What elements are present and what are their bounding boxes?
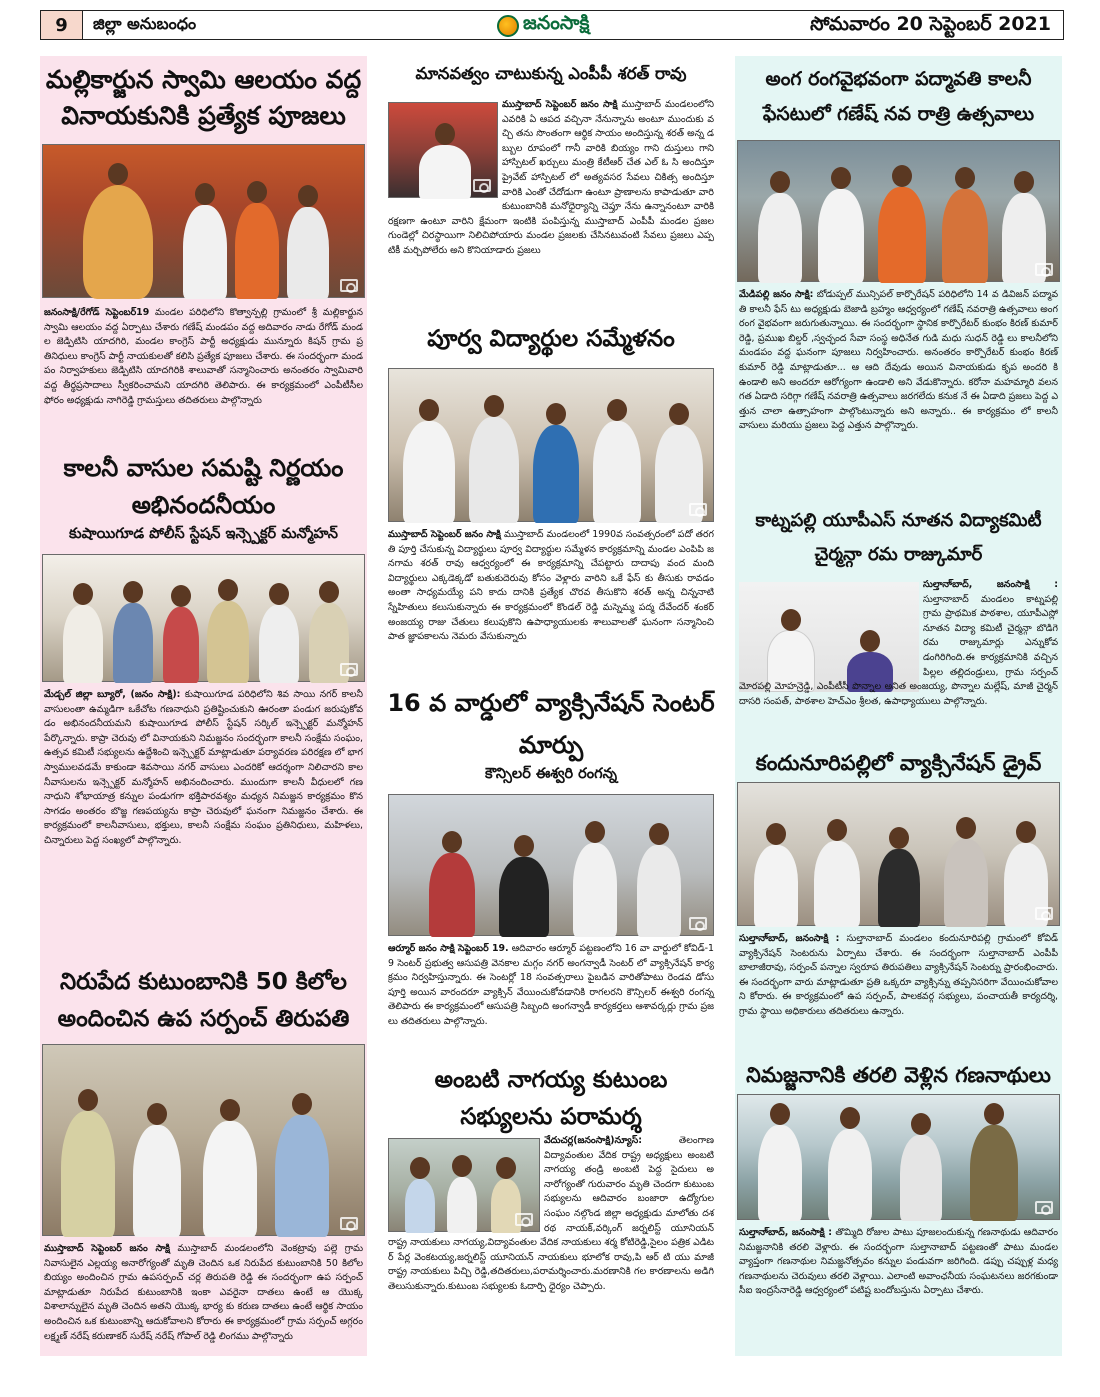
article-photo bbox=[388, 794, 714, 936]
article-text: మండల పరిధిలోని కొత్వాన్పల్లి గ్రామంలో శ్రీ మల్లికార్జున స్వామి ఆలయం వద్ద ఏర్పాటు చేశారు గణేష్ మండపం వద్ద అదివారం నాడు రేగోడ్ మండల జెడ్పిటిసి యాదగిరి, మండల కాంగ్రెస్ పార్టీ అధ్యక్షుడు మున్నూరు కిషన్ గ్రామ ప్రతినిధులు కాంగ్రెస్ పార్టీ నాయకులతో కలిసి ప్రత్యేక పూజలు చేశారు. ఈ సందర్భంగా మండపం నిర్వాహకులు జెడ్పిటిసి యాదగిరికి శాలువాతో సన్మానించారు అనంతరం స్వామివారి వద్ద తీర్థప్రసాదాలు స్వీకరించామని యాదగిరి తెలిపారు. ఈ కార్యక్రమంలో ఎంపీటీసీల ఫోరం అధ్యక్షుడు నాగిరెడ్డి గ్రామస్తులు తదితరులు పాల్గొన్నారు bbox=[44, 307, 364, 406]
right-column bbox=[735, 56, 1062, 1356]
article-body bbox=[44, 306, 363, 446]
dateline: వేదుచర్ల(జనంసాక్షి)న్యూస్: bbox=[544, 1135, 642, 1146]
article-headline: కాలనీ వాసుల సమష్టి నిర్ణయం అభినందనీయం bbox=[63, 454, 344, 519]
article-text: బోడుప్పల్ మున్సిపల్ కార్పొరేషన్ పరిధిలోని 14 వ డివిజన్ పద్మావతి కాలనీ ఫేస్ టు అధ్యక్షుడు బెజాడి బ్రహ్మం ఆధ్వర్యంలో గణేష్ నవరాత్రి ఉత్సవాలు అంగరంగ వైభవంగా జరుగుతున్నాయి. ఈ సందర్భంగా స్థానిక కార్పొరేటర్ కుంభం కిరణ్ కుమార్ రెడ్డి, ప్రముఖ బిల్డర్ ,స్వచ్ఛంద సేవా సంస్థ అధినేత గుడి మధు సుధన్ రెడ్డి లు కాలనీలోని మండపం వద్ద ఘనంగా పూజలు నిర్వహించారు. అనంతరం కార్పొరేటర్ కుంభం కిరణ్ కుమార్ రెడ్డి మాట్లాడుతూ... ఆ ఆది దేవుడు అయిన వినాయకుడు కృప అందరి కి ఉండాలి అని అందరూ ఆరోగ్యంగా ఉండాలి అని వేడుకొన్నారు. కరోనా మహమ్మారి వలన గత ఏడాది సరిగ్గా గణేష్ నవరాత్రి ఉత్సవాలు జరగలేదు కనుక నే ఈ ఏడాది ప్రజలు పెద్ద ఎత్తున చాలా ఉత్సాహంగా పాల్గొంటున్నారు అని అన్నారు.. ఈ కార్యక్రమం లో కాలనీ వాసులు మరియు ప్రజలు పెద్ద ఎత్తున పాల్గొన్నారు. bbox=[739, 289, 1058, 432]
article-text: ముస్తాబాద్ మండలంలోని వెంకట్రావు పల్లె గ్రామ నివాసులైన ఎల్లయ్య అనారోగ్యంతో మృతి చెందిన ఒక నిరుపేద కుటుంబానికి 50 కిలోల బియ్యం అందించిన గ్రామ ఉపసర్పంచ్ చర్ల తిరుపతి రెడ్డి ఈ సందర్భంగా ఉప సర్పంచ్ మాట్లాడుతూ నిరుపేద కుటుంబానికి ఇంకా ఎవరైనా దాతలు ఉంటే ఆ యొక్క విశాలాన్నులైన మృతి చెందిన అతని యొక్క భార్య కు కరుణ దాతలు ఉంటే ఆర్థిక సాయం అందించిన ఒక కుటుంబాన్ని ఆదుకోవాలని కోరారు ఈ కార్యక్రమంలో గ్రామ సర్పంచ్ అగ్గరం లక్ష్మణ్ నరేష్ కరుణాకర్ సురేష్ నరేష్ గోపాల్ రెడ్డి లింగము పాల్గొన్నారు bbox=[44, 1243, 363, 1342]
article-body bbox=[388, 942, 714, 1060]
article-photo bbox=[737, 1094, 1060, 1220]
article-headline: పూర్వ విద్యార్థుల సమ్మేళనం bbox=[427, 326, 675, 352]
article-headline: మానవత్వం చాటుకున్న ఎంపీపీ శరత్ రావు bbox=[415, 64, 687, 83]
dateline: సుల్తానా్బాద్, జనంసాక్షి : bbox=[739, 933, 840, 944]
logo-text: జనంసాక్షి bbox=[523, 12, 590, 34]
dateline: మేడ్చల్ జిల్లా బ్యూరో, (జనం సాక్షి): bbox=[44, 689, 181, 700]
article-headline: కాట్నపల్లి యూపీఎస్ నూతన విద్యాకమిటీ చైర్మన్గా రమ రాజ్కుమార్ bbox=[755, 510, 1042, 565]
photo-icon bbox=[689, 503, 707, 516]
article-body bbox=[388, 98, 714, 332]
article-body bbox=[739, 578, 1058, 707]
article-headline: 16 వ వార్డులో వ్యాక్సినేషన్ సెంటర్ మార్పు bbox=[387, 689, 715, 759]
photo-icon bbox=[1035, 263, 1053, 276]
article-photo bbox=[388, 368, 714, 522]
article-body bbox=[739, 288, 1058, 502]
article-subhead: కుషాయిగూడ పోలీస్ స్టేషన్ ఇన్స్పెక్టర్ మన్మోహన్ bbox=[69, 526, 338, 542]
article-text: సుల్తానాబాద్ మండలం కందునూరిపల్లి గ్రామంలో కోవిడ్ వ్యాక్సినేషన్ సెంటరును ఏర్పాటు చేశారు. ఈ సందర్భంగా సుల్తానాబాద్ ఎంపీపీ బాలాజీరావు, సర్పంచ్ పన్నాల స్వరూప తిరుపతిలు వ్యాక్సినేషన్ సెంటర్ను ప్రారంభించారు. ఈ సందర్భంగా వారు మాట్లాడుతూ ప్రతి ఒక్కరూ వ్యాక్సిన్ను తప్పనిసరిగా వేయించుకోవాలని కోరారు. ఈ కార్యక్రమంలో ఉప సర్పంచ్, పాలకవర్గ సభ్యులు, పంచాయతీ కార్యదర్శి, గ్రామ స్థాయి అధికారులు తదితరులు ఉన్నారు. bbox=[739, 933, 1058, 1017]
article-headline: అంగ రంగవైభవంగా పద్మావతి కాలనీ ఫేసటులో గణేష్ నవ రాత్రి ఉత్సవాలు bbox=[762, 68, 1035, 125]
dateline: జనంసాక్షి/రేగోడ్ సెప్టెంబర్19 bbox=[44, 307, 150, 318]
issue-date: సోమవారం 20 సెప్టెంబర్ 2021 bbox=[810, 13, 1051, 35]
dateline: ముస్తాబాద్ సెప్టెంబర్ జనం సాక్షి bbox=[44, 1243, 171, 1254]
photo-icon bbox=[1035, 907, 1053, 920]
article-headline: నిరుపేద కుటుంబానికి 50 కిలోల అందించిన ఉప సర్పంచ్ తిరుపతి bbox=[57, 969, 350, 1032]
page-number: 9 bbox=[41, 11, 83, 39]
article-headline: కందునూరిపల్లిలో వ్యాక్సినేషన్ డ్రైవ్ bbox=[755, 751, 1042, 775]
section-title: జిల్లా అనుబంధం bbox=[93, 13, 197, 33]
article-text: ముస్తాబాద్ మండలంలోని ఎవరికి ఏ ఆపద వచ్చినా నేనున్నాను అంటూ ముందుకు వచ్చి తను సొంతంగా ఆర్థిక సాయం అందిస్తున్న శరత్ అన్న డబ్బుల రూపంలో గానీ వారికి బియ్యం గాని దుస్తులు గాని హాస్పిటల్ ఖర్చులు మంత్రి కేటీఆర్ చేత ఎల్ ఓ సి అందిస్తూ ప్రైవేట్ హాస్పిటల్ లో అత్యవసర సేవలు చికిత్స అందిస్తూ వారికి ఎంతో చేదోడుగా ఉంటూ ప్రాణాలను కాపాడుతూ వారి కుటుంబానికి మనోధైర్యాన్ని చెప్తూ నేను ఉన్నానంటూ వారికి రక్షణగా ఉంటూ వారిని క్షేమంగా ఇంటికి పంపిస్తున్న ముస్తాబాద్ ఎంపీపీ మండల ప్రజల గుండెల్లో చిరస్థాయిగా నిలిచిపోయారు మండల ప్రజలకు చేసినటువంటి సేవలు ప్రజలు ఎప్పటికీ మర్చిపోలేరు అని కొనియాడారు ప్రజలు bbox=[388, 99, 714, 256]
photo-icon bbox=[340, 663, 358, 676]
middle-column bbox=[384, 56, 718, 1356]
photo-icon bbox=[689, 917, 707, 930]
dateline: ముస్తాబాద్ సెప్టెంబర్ జనం సాక్షి bbox=[388, 529, 501, 540]
left-column bbox=[40, 56, 367, 1356]
article-photo bbox=[42, 554, 365, 682]
article-text: ఆదివారం ఆర్మూర్ పట్టణంలోని 16 వా వార్డులో కోవిడ్-19 సెంటర్ ప్రభుత్వ ఆసుపత్రి వెనకాల మగ్గం నగర్ అంగన్వాడీ సెంటర్ లో వ్యాక్సినేషన్ కార్యక్రమం నిర్వహిస్తున్నారు. ఈ సెంటర్లో 18 సంవత్సరాలు పైబడిన వారితోపాటు రెండవ డోసు పూర్తి అయిన వారందరూ వ్యాక్సిన్ వేయించుకోవడానికి రాగలరని కౌన్సిలర్ ఈశ్వరి రంగన్న తెలిపారు ఈ కార్యక్రమంలో ఆసుపత్రి సిబ్బంది అంగన్వాడీ కార్యకర్తలు ఆశావర్కర్లు గ్రామ ప్రజలు తదితరులు పాల్గొన్నారు. bbox=[388, 943, 714, 1027]
article-text: ముస్తాబాద్ మండలంలో 1990వ సంవత్సరంలో పదో తరగతి పూర్తి చేసుకున్న విద్యార్థులు పూర్వ విద్యార్థుల సమ్మేళన కార్యక్రమాన్ని మండల ఎంపిపి జనగామ శరత్ రావు ఆధ్వర్యంలో ఈ కార్యక్రమాన్ని చేపట్టారు దాదాపు వంద మంది విద్యార్థులు ఎక్కడెక్కడో బతుకుదెరువు కోసం వెళ్లారు వారిని ఒకే ఫేస్ కు తీసుకు రావడం అంతా సాధ్యమయ్యే పని కాదు దానికి ప్రత్యేక చొరవ తీసుకొని శరత్ అన్న చిన్ననాటి స్నేహితులు కలుసుకున్నారు ఈ కార్యక్రమంలో కొండల్ రెడ్డి మస్నెమ్మ పద్మ దేవేందర్ శంకర్ అంజయ్య రాజు చేతులు కలుపుకొని ఉపాధ్యాయులకు శాలువాలతో ఘనంగా సన్మానించి పాత జ్ఞాపకాలను నెమరు వేసుకున్నారు bbox=[388, 529, 714, 643]
article-body bbox=[739, 932, 1058, 1060]
photo-icon bbox=[340, 279, 358, 292]
dateline: ముస్తాబాద్ సెప్టెంబర్ జనం సాక్షి bbox=[502, 99, 618, 110]
article-text: తొమ్మిది రోజుల పాటు పూజలందుకున్న గణనాథుడు ఆదివారం నిమజ్జనానికి తరలి వెళ్లారు. ఈ సందర్భంగా సుల్తానాబాద్ పట్టణంతో పాటు మండల వ్యాప్తంగా గణనాథుల నిమజ్జనోత్సవం కన్నుల పండువగా జరిగింది. డప్పు చప్పుళ్ల మధ్య గణనాథులను చెరువులు తరలి వెళ్లాయి. ఎలాంటి అవాంఛనీయ సంఘటనలు జరగకుండా సీఐ ఇంద్రసేనారెడ్డి ఆధ్వర్యంలో పటిష్ట బందోబస్తును ఏర్పాటు చేశారు. bbox=[739, 1227, 1058, 1297]
dateline: సుల్తానా్బాద్, జనంసాక్షి : bbox=[923, 579, 1058, 590]
article-text: సుల్తానాబాద్ మండలం కాట్నపల్లి గ్రామ ప్రాథమిక పాఠశాల, యూపీఎస్లో నూతన విద్యా కమిటీ చైర్మన్గా బొడిగె రమ రాజ్కుమార్లు ఎన్నుకోవడంగిరిగింది.ఈ కార్యక్రమానికి వచ్చిన పిల్లల తల్లిదండ్రులు, గ్రామ సర్పంచ్ మోరపల్లి మోహన్రెడ్డి, ఎంపీటీసీ పొన్నాల అనిత అంజయ్య, పొన్నాల మల్లేష్, మాజీ చైర్మన్ దాసరి సంపత్, పాఠశాల హెచ్ఎం శ్రీలత, ఉపాధ్యాయులు పాల్గొన్నారు. bbox=[739, 593, 1058, 707]
article-body bbox=[388, 1134, 714, 1354]
article-photo bbox=[737, 782, 1060, 926]
article-body bbox=[44, 688, 363, 960]
photo-icon bbox=[1035, 1201, 1053, 1214]
sun-logo-icon bbox=[497, 15, 519, 37]
dateline: మేడిపల్లి జనం సాక్షి: bbox=[739, 289, 814, 300]
article-body bbox=[739, 1226, 1058, 1354]
article-photo bbox=[42, 144, 365, 298]
dateline: ఆర్మూర్ జనం సాక్షి సెప్టెంబర్ 19. bbox=[388, 943, 509, 954]
article-headline: అంబటి నాగయ్య కుటుంబ సభ్యులను పరామర్శ bbox=[434, 1067, 668, 1130]
article-body bbox=[44, 1242, 363, 1354]
photo-icon bbox=[340, 1217, 358, 1230]
article-text: తెలంగాణ విద్యావంతుల వేదిక రాష్ట్ర అధ్యక్షులు అంబటి నాగయ్య తండ్రి అంబటి పెద్ద సైదులు అనారోగ్యంతో గురువారం మృతి చెందగా కుటుంబ సభ్యులను ఆదివారం బంజారా ఉద్యోగుల సంఘం నల్గొండ జిల్లా అధ్యక్షుడు మాలోతు దశరథ నాయక్,వర్కింగ్ జర్నలిస్ట్ యూనియన్ రాష్ట్ర నాయకులు నాగయ్య,విద్యావంతుల వేదిక నాయకులు శర్మ కోటిరెడ్డి,సైలం పత్రిక ఎడిటర్ పేర్ల వెంకటయ్య,జర్నలిస్ట్ యూనియన్ నాయకులు భూలోక రావు,పి ఆర్ టి యు మాజీ రాష్ట్ర నాయకులు పిచ్చి రెడ్డి,తదితరులు,పరామర్శించారు.మరణానికి గల కారణాలను అడిగి తెలుసుకున్నారు.కుటుంబ సభ్యులకు ఓదార్పి ధైర్యం చెప్పారు. bbox=[388, 1135, 714, 1292]
page-header bbox=[40, 10, 1064, 40]
dateline: సుల్తానా్బాద్, జనంసాక్షి : bbox=[739, 1227, 832, 1238]
article-subhead: కౌన్సిలర్ ఈశ్వరి రంగన్న bbox=[484, 766, 618, 782]
article-headline: నిమజ్జనానికి తరలి వెళ్లిన గణనాథులు bbox=[746, 1063, 1051, 1087]
article-headline: మల్లికార్జున స్వామి ఆలయం వద్ద వినాయకునికి ప్రత్యేక పూజలు bbox=[45, 65, 362, 130]
article-photo bbox=[737, 140, 1060, 282]
article-text: కుషాయిగూడ పరిధిలోని శివ సాయి నగర్ కాలనీ వాసులంతా ఉమ్మడిగా ఒకేచోట గణనాధుని ప్రతిష్టించుకుని ఊరంతా పండుగ జరుపుకోవడం అభినందనీయమని కుషాయిగూడ పోలీస్ స్టేషన్ సర్కిల్ ఇన్స్పెక్టర్ మన్మోహన్ పేర్కొన్నారు. కాప్రా చెరువు లో వినాయకుని నిమజ్జనం సందర్భంగా కాలనీ సంక్షేమ సంఘం, ఉత్సవ కమిటీ సభ్యులను ఉద్దేశించి ఇన్స్పెక్టర్ మాట్లాడుతూ పర్యావరణ పరిరక్షణ లో భాగస్వాములవడమే కాకుండా శివసాయి నగర్ వాసులు ఎందరికో ఆదర్శంగా నిలిచారని కాలనీవాసులను ఇన్స్పెక్టర్ మన్మోహన్ అభినందించారు. ముందుగా కాలనీ వీధులలో గణనాధుని శోభాయాత్ర కన్నుల పండుగగా భక్తిపారవశ్యం మధ్యన నిమజ్జన కార్యక్రమం కొనసాగడం అంతరం బొజ్జ గణపయ్యను కాప్రా చెరువులో ఘనంగా నిమజ్జనం చేశారు. ఈ కార్యక్రమంలో కాలనీవాసులు, భక్తులు, కాలనీ సంక్షేమ సంఘం ప్రతినిధులు, మహిళలు, చిన్నారులు పెద్ద సంఖ్యలో పాల్గొన్నారు. bbox=[44, 689, 363, 846]
newspaper-logo bbox=[497, 12, 589, 39]
article-body bbox=[388, 528, 714, 692]
article-photo bbox=[42, 1044, 365, 1236]
